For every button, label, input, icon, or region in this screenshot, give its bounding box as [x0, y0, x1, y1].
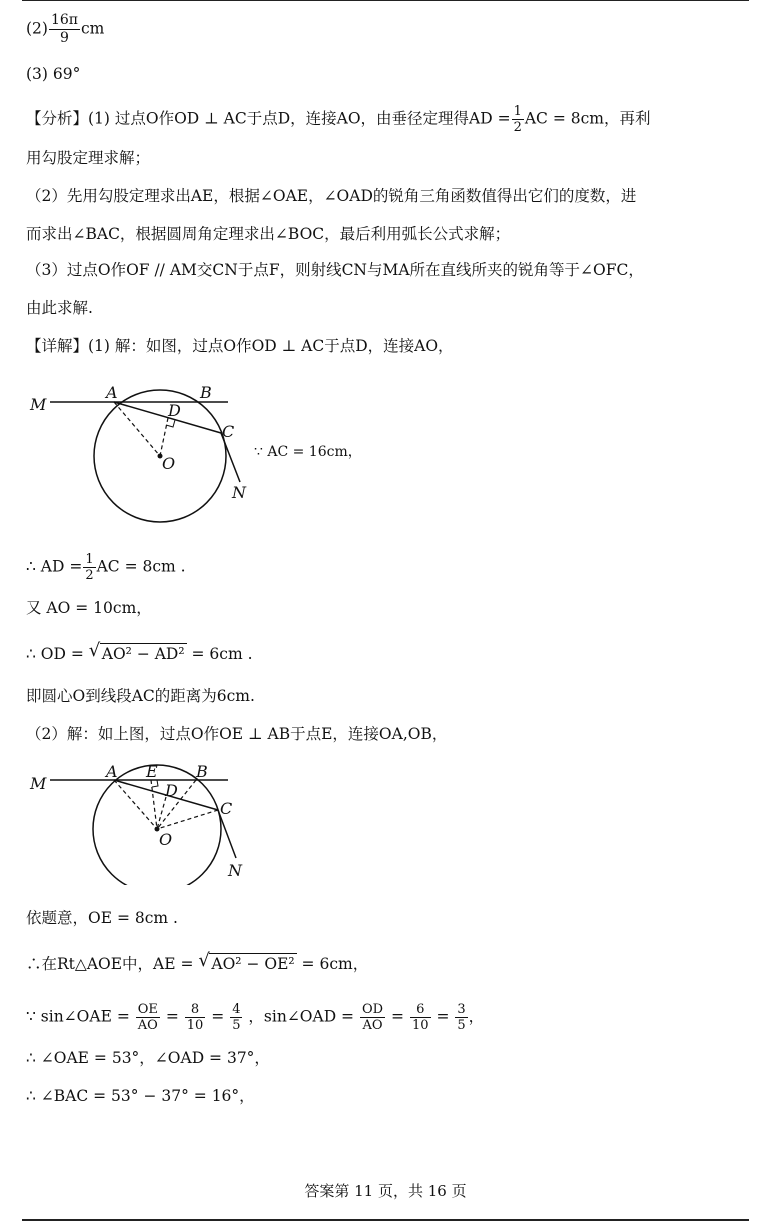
- calc-ae-radicand: AO² − OE²: [211, 955, 295, 973]
- sqrt-symbol-2: √: [198, 950, 210, 971]
- fig1-label-n: N: [232, 483, 246, 502]
- calc-ae-b: = 6cm，: [301, 955, 369, 973]
- calc-ad: [26, 552, 186, 583]
- fig2-right-angle-e: [152, 780, 158, 787]
- sin-frac-6: [455, 1002, 467, 1033]
- analysis-line-4: 而求出∠BAC，根据圆周角定理求出∠BOC，最后利用弧长公式求解；: [26, 225, 511, 243]
- analysis-l1a: 【分析】(1) 过点O作OD ⊥ AC于点D，连接AO，由垂径定理得AD =: [26, 109, 511, 128]
- sin-frac-3: [230, 1002, 242, 1033]
- eq-4: =: [436, 1007, 450, 1026]
- calc-angles: ∴ ∠OAE = 53°，∠OAD = 37°，: [26, 1049, 270, 1067]
- sin-frac-1-num: OE: [137, 1002, 158, 1017]
- sin-frac-5-num: 6: [410, 1002, 431, 1018]
- fig2-seg-oc: [157, 810, 218, 829]
- sin-oad-label: ，sin∠OAD =: [248, 1007, 355, 1026]
- answer-2-fraction: [49, 12, 80, 47]
- fig2-label-d: D: [165, 781, 178, 800]
- answer-2-num: 16π: [50, 12, 78, 28]
- figure-2: [0, 755, 771, 885]
- analysis-l1b: AC = 8cm，再利: [524, 109, 651, 128]
- fig1-label-b: B: [200, 383, 212, 402]
- calc-ae-a: ∴在Rt△AOE中，AE =: [26, 955, 194, 973]
- fig2-label-m: M: [30, 774, 47, 793]
- sin-comma: ，: [468, 1007, 485, 1026]
- fig2-label-e: E: [146, 762, 158, 781]
- sin-frac-3-num: 4: [232, 1002, 241, 1017]
- figure-1: [0, 370, 771, 530]
- bottom-rule: [22, 1219, 749, 1221]
- calc-od-a: ∴ OD =: [26, 645, 84, 663]
- answer-3: (3) 69°: [26, 65, 81, 83]
- calc-ae: [26, 952, 368, 976]
- calc-ad-b: AC = 8cm .: [96, 557, 186, 576]
- sin-frac-6-num: 3: [457, 1002, 466, 1017]
- fig2-seg-oe: [151, 780, 157, 829]
- top-rule: [22, 0, 749, 1]
- sqrt-symbol: √: [88, 640, 101, 661]
- fig1-seg-od: [160, 418, 168, 456]
- calc-od: [26, 642, 253, 666]
- calc-ad-num: 1: [85, 552, 94, 567]
- given-ac: ∵ AC = 16cm，: [254, 444, 362, 460]
- sin-frac-4: [360, 1002, 385, 1033]
- analysis-line-3: （2）先用勾股定理求出AE，根据∠OAE，∠OAD的锐角三角函数值得出它们的度数，进: [26, 187, 637, 205]
- eq-1: =: [165, 1007, 179, 1026]
- sin-frac-3-den: 5: [232, 1018, 241, 1033]
- sin-frac-5: [410, 1002, 431, 1033]
- sin-frac-1-den: AO: [137, 1018, 158, 1033]
- sin-frac-2-den: 10: [186, 1018, 204, 1033]
- answer-2: [26, 12, 104, 47]
- fig1-label-d: D: [168, 401, 181, 420]
- fig1-label-m: M: [30, 395, 47, 414]
- analysis-line-6: 由此求解.: [26, 299, 93, 317]
- analysis-line-2: 用勾股定理求解；: [26, 149, 151, 167]
- calc-ad-a: ∴ AD =: [26, 557, 83, 576]
- sin-frac-6-den: 5: [457, 1018, 466, 1033]
- sin-frac-4-den: AO: [362, 1018, 383, 1033]
- page-footer: 答案第 11 页，共 16 页: [304, 1182, 467, 1200]
- conclusion-1: 即圆心O到线段AC的距离为6cm.: [26, 687, 255, 705]
- eq-3: =: [391, 1007, 405, 1026]
- calc-od-sqrt: [89, 642, 187, 666]
- fig1-seg-ao: [114, 402, 160, 456]
- calc-ad-den: 2: [85, 568, 94, 583]
- calc-sin: [26, 1002, 484, 1033]
- calc-ae-sqrt: [198, 952, 296, 976]
- answer-2-prefix: (2): [26, 19, 48, 38]
- fig1-label-a: A: [106, 383, 118, 402]
- sin-frac-1: [136, 1002, 160, 1033]
- fig2-label-a: A: [106, 762, 118, 781]
- calc-ao: 又 AO = 10cm，: [26, 599, 152, 617]
- sin-frac-2: [185, 1002, 206, 1033]
- answer-2-unit: cm: [80, 19, 105, 38]
- eq-2: =: [211, 1007, 225, 1026]
- sin-frac-2-num: 8: [185, 1002, 206, 1018]
- detail-part-2: （2）解：如上图，过点O作OE ⊥ AB于点E，连接OA,OB，: [26, 725, 448, 743]
- fig1-label-c: C: [222, 422, 235, 441]
- calc-od-b: = 6cm .: [191, 645, 253, 663]
- calc-bac: ∴ ∠BAC = 53° − 37° = 16°，: [26, 1087, 255, 1105]
- sin-frac-5-den: 10: [411, 1018, 429, 1033]
- analysis-half-num: 1: [513, 104, 522, 119]
- sin-frac-4-num: OD: [361, 1002, 384, 1017]
- analysis-half: [512, 104, 524, 135]
- detail-part-1: 【详解】(1) 解：如图，过点O作OD ⊥ AC于点D，连接AO，: [26, 337, 454, 355]
- sin-oae-label: ∵ sin∠OAE =: [26, 1007, 130, 1026]
- calc-oe: 依题意，OE = 8cm .: [26, 909, 178, 927]
- analysis-line-1: [26, 104, 651, 135]
- calc-od-radicand: AO² − AD²: [101, 645, 185, 663]
- analysis-line-5: （3）过点O作OF // AM交CN于点F，则射线CN与MA所在直线所夹的锐角等于∠OFC，: [26, 261, 644, 279]
- calc-ad-half: [83, 552, 95, 583]
- fig2-label-n: N: [228, 861, 242, 880]
- answer-2-den: 9: [60, 30, 69, 46]
- analysis-half-den: 2: [513, 120, 522, 135]
- fig1-label-o: O: [162, 454, 176, 473]
- fig2-label-b: B: [196, 762, 208, 781]
- fig2-seg-oa: [114, 780, 157, 829]
- fig2-label-o: O: [159, 830, 173, 849]
- fig2-label-c: C: [220, 799, 233, 818]
